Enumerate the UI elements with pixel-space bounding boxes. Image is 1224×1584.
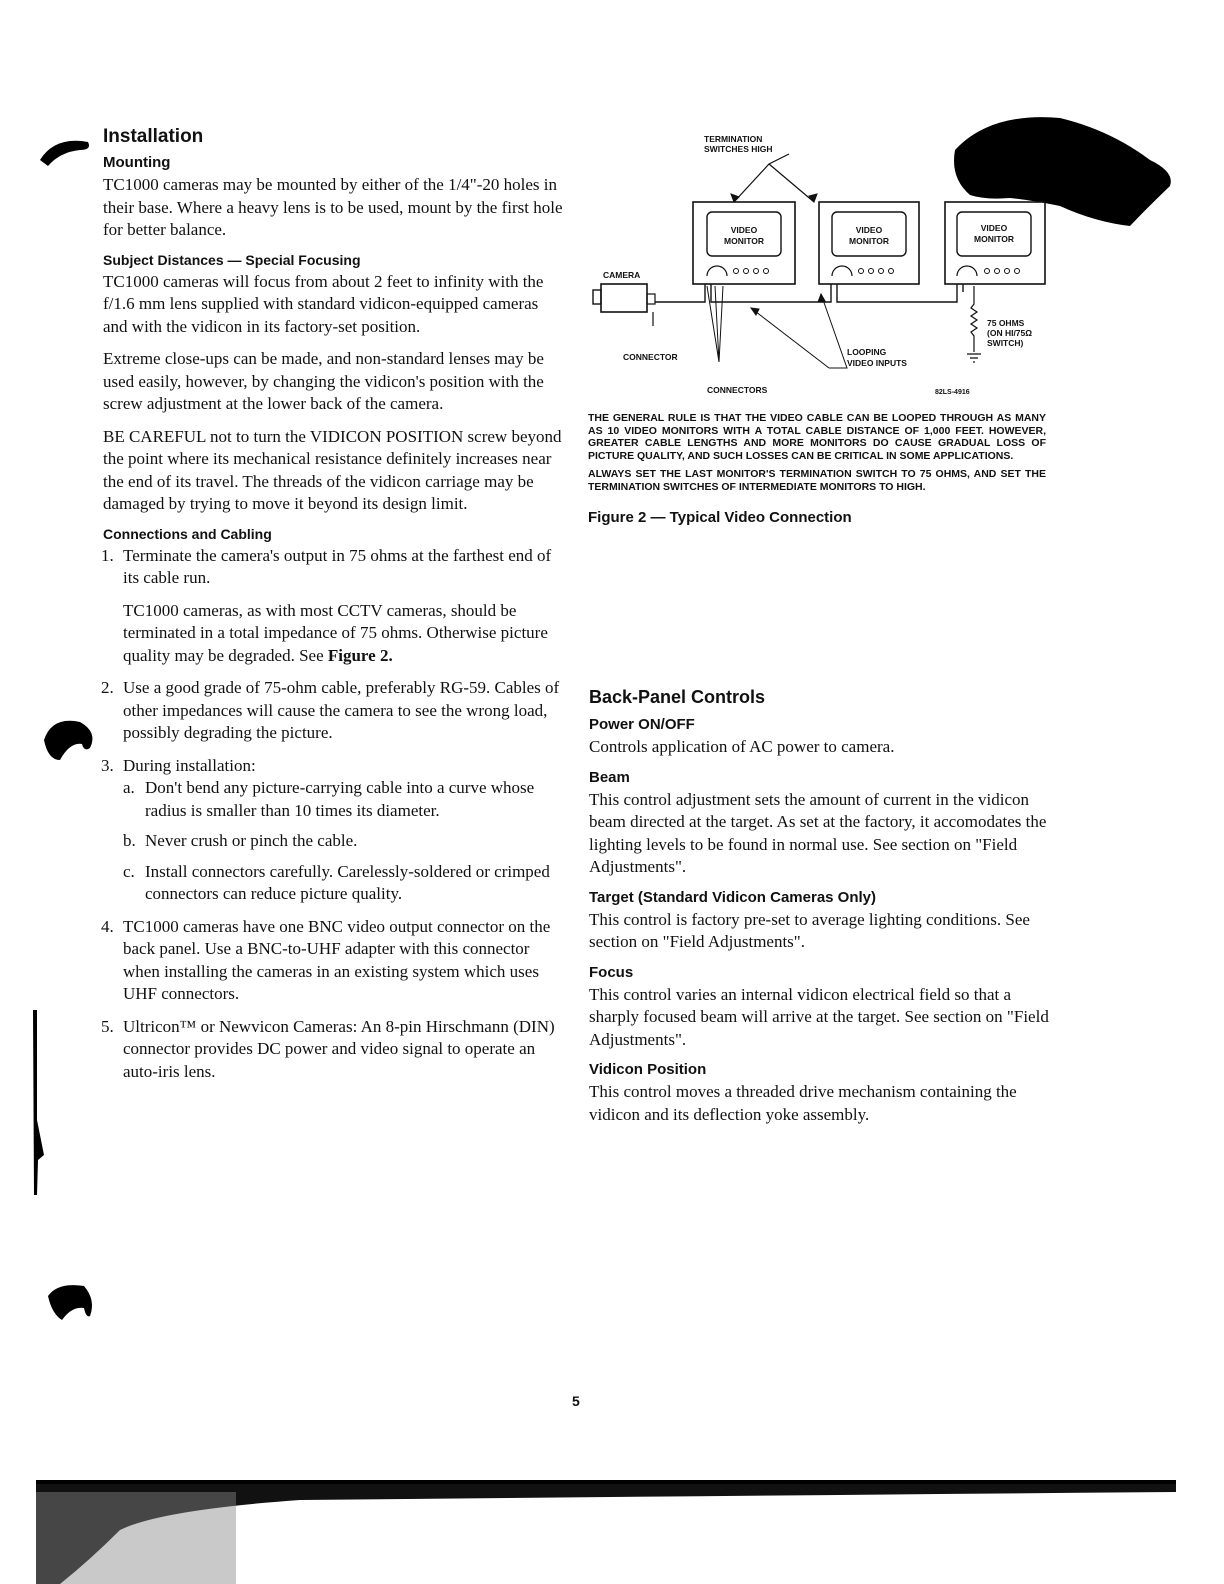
figure-2-reference: Figure 2. <box>327 645 393 665</box>
target-heading: Target (Standard Vidicon Cameras Only) <box>589 888 877 906</box>
label-termination-line2: SWITCHES HIGH <box>704 144 773 154</box>
camera-lens <box>593 290 601 304</box>
sub-list-item <box>123 777 563 822</box>
list-item <box>103 677 563 745</box>
mounting-heading: Mounting <box>103 154 171 171</box>
installation-title: Installation <box>103 126 204 147</box>
focus-text: This control varies an internal vidicon electrical field so that a sharply focused beam will arrive at the target. See section on "Field Adjustments". <box>589 984 1049 1049</box>
vidicon-position-text: This control moves a threaded drive mechanism containing the vidicon and its deflection yoke assembly. <box>589 1082 1017 1124</box>
left-margin-mark <box>33 1010 44 1195</box>
termination-arrowheads <box>731 194 817 202</box>
back-panel-title: Back-Panel Controls <box>589 687 766 707</box>
list-number: 4. <box>101 916 114 936</box>
connections-item-4: TC1000 cameras have one BNC video output connector on the back panel. Use a BNC-to-UHF adapter with this connector when installing the cameras in an existing system which uses UHF connectors. <box>123 916 551 1003</box>
monitor-1-monitor-label: MONITOR <box>724 236 764 246</box>
figure-2-caption-p2: ALWAYS SET THE LAST MONITOR'S TERMINATION SWITCH TO 75 OHMS, AND SET THE TERMINATION SWITCHES OF INTERMEDIATE MONITORS TO HIGH. <box>588 468 1046 493</box>
camera-connector <box>647 294 655 304</box>
monitor-3-monitor-label: MONITOR <box>974 234 1014 244</box>
connections-item-3a: Don't bend any picture-carrying cable into a curve whose radius is smaller than 10 times its diameter. <box>145 778 535 820</box>
connections-item-3c: Install connectors carefully. Carelessly-soldered or crimped connectors can reduce picture quality. <box>145 861 550 903</box>
monitor-3-knobs <box>985 269 1020 274</box>
beam-text: This control adjustment sets the amount of current in the vidicon beam directed at the target. As set at the factory, it accomodates the lighting levels to be found in normal use. See section on "Field Adjustments". <box>589 789 1047 876</box>
sub-list-letter: a. <box>123 778 135 797</box>
list-item <box>103 1016 563 1084</box>
sub-list-item <box>123 861 563 906</box>
connections-item-1: Terminate the camera's output in 75 ohms at the farthest end of its cable run. <box>123 545 552 587</box>
power-heading: Power ON/OFF <box>589 716 695 733</box>
monitor-2-video-label: VIDEO <box>855 225 883 235</box>
label-ohms-line2: (ON HI/75Ω <box>987 328 1033 338</box>
note-text: TC1000 cameras, as with most CCTV cameras, should be terminated in a total impedance of 75 ohms. Otherwise picture quality may be degraded. See <box>123 600 548 665</box>
monitor-3-switch <box>957 266 977 276</box>
label-connectors: CONNECTORS <box>707 385 768 395</box>
list-number: 1. <box>101 545 114 565</box>
power-text: Controls application of AC power to camera. <box>589 737 895 756</box>
monitor-3-video-label: VIDEO <box>980 223 1008 233</box>
focus-heading: Focus <box>589 963 634 981</box>
page-number: 5 <box>572 1393 580 1409</box>
left-column <box>103 126 563 1093</box>
subject-distances-p1: TC1000 cameras will focus from about 2 feet to infinity with the f/1.6 mm lens supplied with standard vidicon-equipped cameras and with the vidicon in its factory-set position. <box>103 271 544 336</box>
monitor-2-switch <box>832 266 852 276</box>
bottom-edge-gray <box>36 1492 236 1584</box>
label-connector: CONNECTOR <box>623 352 678 362</box>
monitor-2-monitor-label: MONITOR <box>849 236 889 246</box>
target-text: This control is factory pre-set to average lighting conditions. See section on "Field Adjustments". <box>589 909 1030 951</box>
list-number: 3. <box>101 755 114 775</box>
figure-2-title: Figure 2 — Typical Video Connection <box>588 509 852 526</box>
label-ohms-line1: 75 OHMS <box>987 318 1025 328</box>
video-cable <box>655 284 963 302</box>
label-looping-line2: VIDEO INPUTS <box>847 358 907 368</box>
monitor-2-knobs <box>859 269 894 274</box>
termination-resistor <box>967 286 981 362</box>
subject-distances-p2: Extreme close-ups can be made, and non-standard lenses may be used easily, however, by changing the vidicon's position with the screw adjustment at the lower back of the camera. <box>103 349 544 413</box>
bottom-edge-band <box>36 1480 1176 1484</box>
sub-list-item <box>123 830 563 853</box>
list-item <box>103 755 563 906</box>
connections-item-3: During installation: <box>123 755 256 775</box>
sub-list-letter: c. <box>123 861 135 881</box>
figure-2-caption-block <box>588 412 1046 526</box>
connections-item-1-note <box>123 600 563 668</box>
label-ohms-line3: SWITCH) <box>987 338 1024 348</box>
list-number: 5. <box>101 1016 114 1036</box>
looping-leader <box>751 294 847 368</box>
connections-item-3b: Never crush or pinch the cable. <box>145 831 358 850</box>
binder-hole-bottom <box>48 1285 92 1320</box>
list-number: 2. <box>101 678 114 697</box>
figure-2-diagram <box>589 126 1059 401</box>
looping-arrowheads <box>751 294 825 315</box>
list-item <box>103 545 563 668</box>
beam-heading: Beam <box>589 768 630 786</box>
connections-item-5: Ultricon™ or Newvicon Cameras: An 8-pin Hirschmann (DIN) connector provides DC power and video signal to operate an auto-iris lens. <box>123 1016 555 1081</box>
figure-code: 82LS-4916 <box>935 389 970 396</box>
monitor-1-knobs <box>734 269 769 274</box>
label-looping-line1: LOOPING <box>847 347 887 357</box>
camera-body <box>601 284 647 312</box>
list-item <box>103 916 563 1006</box>
label-camera: CAMERA <box>603 270 641 280</box>
vidicon-position-heading: Vidicon Position <box>589 1061 707 1078</box>
mounting-text: TC1000 cameras may be mounted by either of the 1/4"-20 holes in their base. Where a heavy lens is to be used, mount by the first hole for better balance. <box>103 175 563 239</box>
subject-distances-heading: Subject Distances — Special Focusing <box>103 251 361 268</box>
binder-hole-middle <box>44 721 92 760</box>
connections-heading: Connections and Cabling <box>103 525 272 542</box>
termination-leader <box>734 154 814 202</box>
binder-hole-top <box>40 141 89 166</box>
connections-item-2: Use a good grade of 75-ohm cable, preferably RG-59. Cables of other impedances will cause the camera to see the wrong load, possibly degrading the picture. <box>123 678 560 742</box>
back-panel-section <box>589 687 1059 1136</box>
monitor-1-switch <box>707 266 727 276</box>
connectors-leader <box>707 286 723 362</box>
sub-list-letter: b. <box>123 831 136 850</box>
subject-distances-p3: BE CAREFUL not to turn the VIDICON POSITION screw beyond the point where its mechanical resistance definitely increases near the end of its travel. The threads of the vidicon carriage may be damaged by trying to move it beyond its design limit. <box>103 426 562 513</box>
figure-2-caption-p1: THE GENERAL RULE IS THAT THE VIDEO CABLE CAN BE LOOPED THROUGH AS MANY AS 10 VIDEO MONITORS WITH A TOTAL CABLE DISTANCE OF 1,000 FEET. HOWEVER, GREATER CABLE LENGTHS AND MORE MONITORS DO CAUSE GRADUAL LOSS OF PICTURE QUALITY, AND SUCH LOSSES CAN BE CRITICAL IN SOME APPLICATIONS. <box>588 412 1046 462</box>
monitor-1-video-label: VIDEO <box>730 225 758 235</box>
label-termination-line1: TERMINATION <box>704 134 763 144</box>
